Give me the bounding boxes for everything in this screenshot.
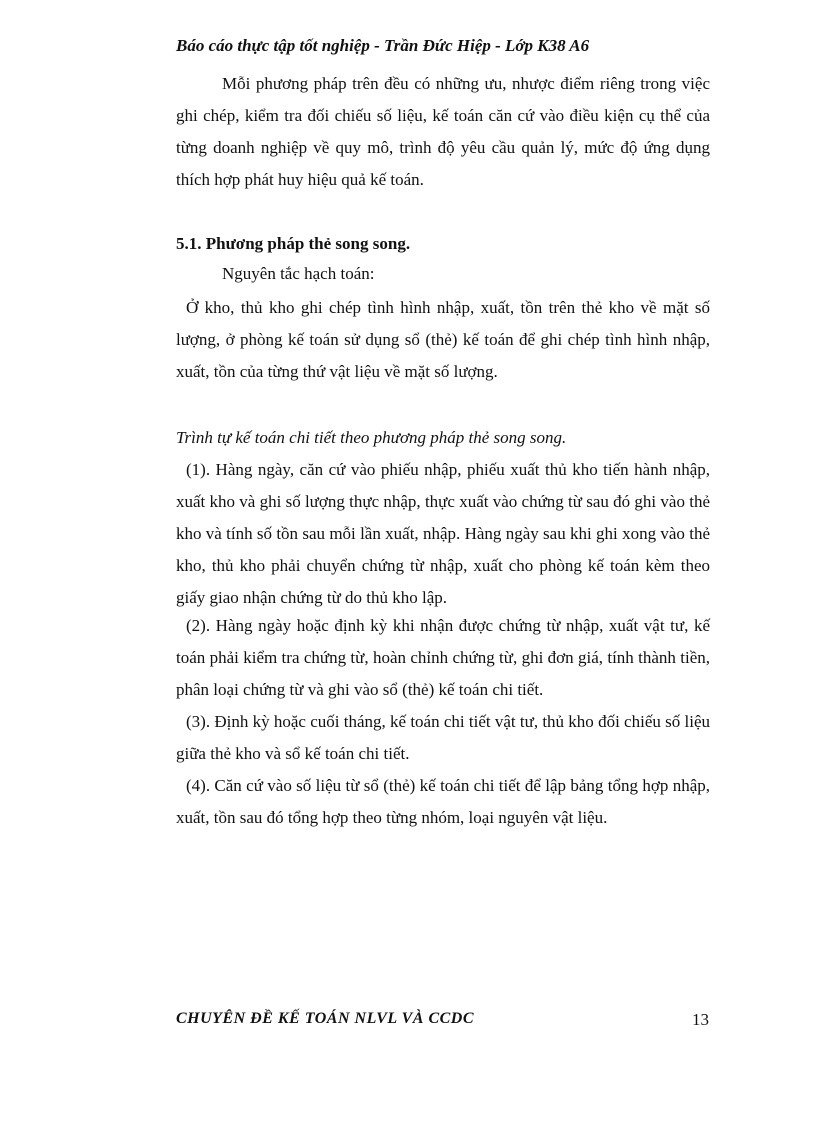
principle-paragraph: Ở kho, thủ kho ghi chép tình hình nhập, xuất, tồn trên thẻ kho về mặt số lượng, ở phòng kế toán sử dụng sổ (thẻ) kế toán để ghi chép tình hình nhập, xuất, tồn của từng thứ vật liệu về mặt số lượng.	[176, 298, 710, 381]
step-paragraph-2: (2). Hàng ngày hoặc định kỳ khi nhận được chứng từ nhập, xuất vật tư, kế toán phải kiểm tra chứng từ, hoàn chỉnh chứng từ, ghi đơn giá, tính thành tiền, phân loại chứng từ và ghi vào sổ (thẻ) kế toán chi tiết.	[176, 616, 710, 699]
section-heading: 5.1. Phương pháp thẻ song song.	[176, 234, 411, 253]
page-header: Báo cáo thực tập tốt nghiệp - Trần Đức Hiệp - Lớp K38 A6	[176, 36, 590, 55]
procedure-title: Trình tự kế toán chi tiết theo phương pháp thẻ song song.	[176, 428, 567, 447]
principle-label: Nguyên tắc hạch toán:	[222, 264, 375, 283]
step-paragraph-1: (1). Hàng ngày, căn cứ vào phiếu nhập, phiếu xuất thủ kho tiến hành nhập, xuất kho và ghi số lượng thực nhập, thực xuất vào chứng từ sau đó ghi vào thẻ kho và tính số tồn sau mỗi lần xuất, nhập. Hàng ngày sau khi ghi xong vào thẻ kho, thủ kho phải chuyển chứng từ nhập, xuất cho phòng kế toán kèm theo giấy giao nhận chứng từ do thủ kho lập.	[176, 460, 710, 607]
step-paragraph-4: (4). Căn cứ vào số liệu từ sổ (thẻ) kế toán chi tiết để lập bảng tổng hợp nhập, xuất, tồn sau đó tổng hợp theo từng nhóm, loại nguyên vật liệu.	[176, 776, 710, 827]
footer-title: CHUYÊN ĐỀ KẾ TOÁN NLVL VÀ CCDC	[176, 1010, 475, 1027]
intro-paragraph: Mỗi phương pháp trên đều có những ưu, nhược điểm riêng trong việc ghi chép, kiểm tra đối chiếu số liệu, kế toán căn cứ vào điều kiện cụ thể của từng doanh nghiệp về quy mô, trình độ yêu cầu quản lý, mức độ ứng dụng thích hợp phát huy hiệu quả kế toán.	[176, 74, 710, 189]
step-paragraph-3: (3). Định kỳ hoặc cuối tháng, kế toán chi tiết vật tư, thủ kho đối chiếu số liệu giữa thẻ kho và sổ kế toán chi tiết.	[176, 712, 710, 763]
page-number: 13	[692, 1010, 709, 1029]
